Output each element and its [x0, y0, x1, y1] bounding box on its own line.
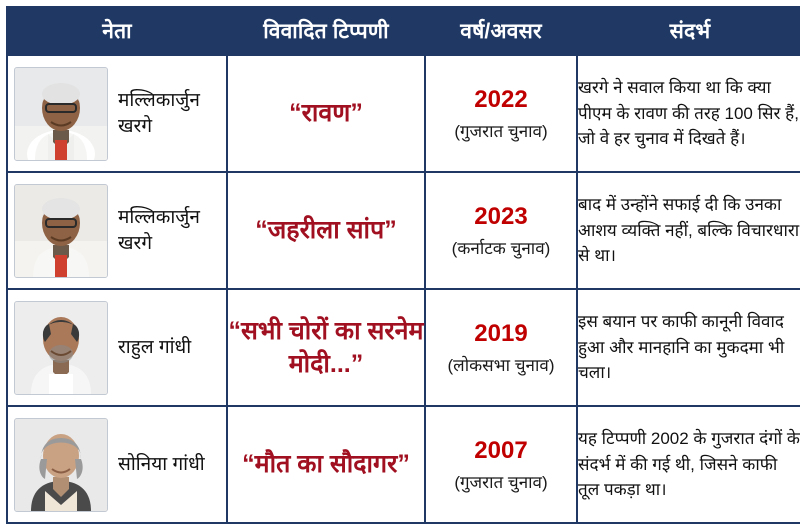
remark-cell: “सभी चोरों का सरनेम मोदी...”: [227, 289, 425, 406]
leader-cell: [7, 406, 227, 523]
context-cell: यह टिप्पणी 2002 के गुजरात दंगों के संदर्भ में की गई थी, जिसने काफी तूल पकड़ा था।: [577, 406, 800, 523]
mallikarjun-kharge-portrait: [14, 184, 108, 278]
remark-cell: “जहरीला सांप”: [227, 172, 425, 289]
year-cell: [425, 172, 577, 289]
occasion-value: (गुजरात चुनाव): [454, 121, 548, 141]
context-cell: इस बयान पर काफी कानूनी विवाद हुआ और मानहानि का मुकदमा भी चला।: [577, 289, 800, 406]
year-value: 2023: [474, 202, 528, 230]
sonia-gandhi-portrait: [14, 418, 108, 512]
leader-name: राहुल गांधी: [118, 336, 192, 358]
leader-name: सोनिया गांधी: [118, 453, 205, 475]
occasion-value: (कर्नाटक चुनाव): [451, 238, 551, 258]
leader-cell: [7, 289, 227, 406]
year-value: 2007: [474, 436, 528, 464]
column-header-year: वर्ष/अवसर: [425, 7, 577, 55]
year-cell: [425, 406, 577, 523]
column-header-context: संदर्भ: [577, 7, 800, 55]
column-header-leader: नेता: [7, 7, 227, 55]
table-row: [7, 406, 800, 523]
table-row: [7, 55, 800, 172]
remark-cell: “मौत का सौदागर”: [227, 406, 425, 523]
mallikarjun-kharge-portrait: [14, 67, 108, 161]
context-cell: खरगे ने सवाल किया था कि क्या पीएम के रावण की तरह 100 सिर हैं, जो वे हर चुनाव में दिखते हैं।: [577, 55, 800, 172]
context-cell: बाद में उन्होंने सफाई दी कि उनका आशय व्यक्ति नहीं, बल्कि विचारधारा से था।: [577, 172, 800, 289]
remark-cell: “रावण”: [227, 55, 425, 172]
rahul-gandhi-portrait: [14, 301, 108, 395]
leader-cell: [7, 55, 227, 172]
occasion-value: (गुजरात चुनाव): [454, 472, 548, 492]
year-value: 2022: [474, 85, 528, 113]
table-body: [7, 55, 800, 523]
table-row: [7, 172, 800, 289]
table-header-row: [7, 7, 800, 55]
table-row: [7, 289, 800, 406]
year-value: 2019: [474, 319, 528, 347]
leader-name: मल्लिकार्जुन खरगे: [118, 89, 200, 137]
leader-cell: [7, 172, 227, 289]
column-header-remark: विवादित टिप्पणी: [227, 7, 425, 55]
leader-name: मल्लिकार्जुन खरगे: [118, 206, 200, 254]
year-cell: [425, 289, 577, 406]
table-header: [7, 7, 800, 55]
year-cell: [425, 55, 577, 172]
occasion-value: (लोकसभा चुनाव): [447, 355, 555, 375]
controversial-remarks-table: [6, 6, 800, 524]
